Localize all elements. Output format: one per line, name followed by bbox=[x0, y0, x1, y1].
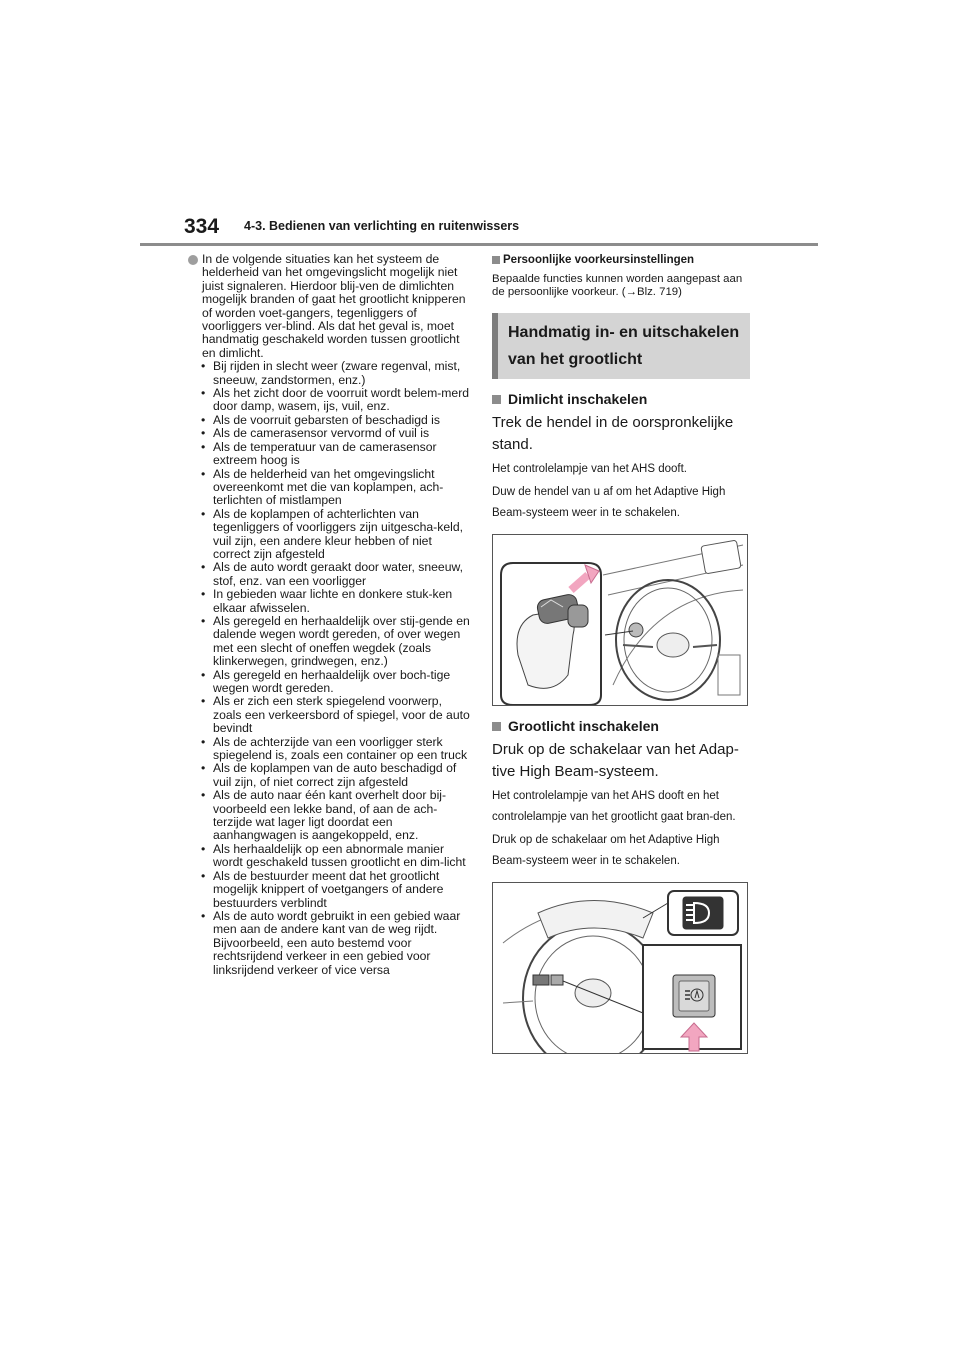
section-title: 4-3. Bedienen van verlichting en ruitenwissers bbox=[244, 219, 520, 233]
lead-paragraph bbox=[188, 253, 470, 360]
dim-note-1: Het controlelampje van het AHS dooft. bbox=[492, 463, 687, 476]
square-marker-icon bbox=[492, 722, 501, 731]
switch-illustration bbox=[492, 882, 748, 1054]
list-item: • Als de koplampen van de auto beschadigd of vuil zijn, of niet correct zijn afgesteld bbox=[188, 762, 470, 789]
high-heading-text: Grootlicht inschakelen bbox=[508, 718, 659, 735]
dim-note-2: Duw de hendel van u af om het Adaptive High Beam-systeem weer in te schakelen. bbox=[492, 486, 726, 520]
list-item: • Als de auto wordt geraakt door water, sneeuw, stof, enz. van een voorligger bbox=[188, 561, 470, 588]
dim-instruction: Trek de hendel in de oorspronkelijke stand. bbox=[492, 414, 734, 454]
list-item: • Als de helderheid van het omgevingslicht overeenkomt met die van koplampen, ach-terlichten of mistlampen bbox=[188, 468, 470, 508]
list-item: • Als geregeld en herhaaldelijk over stij-gende en dalende wegen wordt gereden, of over wegen met een slecht of oneffen wegdek (zoals klinkerwegen, grindwegen, enz.) bbox=[188, 615, 470, 669]
list-item: • Als de auto naar één kant overhelt door bij-voorbeeld een lekke band, of aan de ach-terzijde wat lager ligt doordat een aanhangwagen is aangekoppeld, enz. bbox=[188, 789, 470, 843]
lever-illustration bbox=[492, 534, 748, 706]
section-box bbox=[492, 313, 750, 379]
list-item: • Als de auto wordt gebruikt in een gebied waar men aan de andere kant van de weg rijdt. Bijvoorbeeld, een auto bestemd voor rechtsrijdend verkeer in een gebied voor linksrijdend verkeer of vice versa bbox=[188, 910, 470, 977]
high-note-2: Druk op de schakelaar om het Adaptive High Beam-systeem weer in te schakelen. bbox=[492, 834, 720, 868]
list-item: • Als de bestuurder meent dat het grootlicht mogelijk knippert of voetgangers of andere bestuurders verblindt bbox=[188, 870, 470, 910]
high-beam-indicator-icon bbox=[683, 897, 723, 929]
lead-text: In de volgende situaties kan het systeem de helderheid van het omgevingslicht mogelijk niet juist signaleren. Hierdoor blij-ven de dimlichten mogelijk branden of gaat het grootlicht knipperen of worden voet-gangers, tegenliggers of voorliggers ver-blind. Als dat het geval is, moet handmatig geschakeld worden tussen grootlicht en dimlicht. bbox=[202, 252, 466, 360]
header-rule bbox=[140, 243, 818, 246]
bullet-circle-icon bbox=[188, 255, 198, 265]
list-item: • Als de temperatuur van de camerasensor extreem hoog is bbox=[188, 441, 470, 468]
list-item: • Als herhaaldelijk op een abnormale manier wordt geschakeld tussen grootlicht en dim-licht bbox=[188, 843, 470, 870]
square-marker-icon bbox=[492, 256, 500, 264]
right-column bbox=[492, 253, 750, 1054]
prefs-text: Bepaalde functies kunnen worden aangepast aan de persoonlijke voorkeur. (→Blz. 719) bbox=[492, 273, 743, 299]
section-box-line2: van het grootlicht bbox=[508, 351, 643, 369]
list-item: • Als de camerasensor vervormd of vuil is bbox=[188, 427, 470, 440]
prefs-heading bbox=[492, 253, 750, 267]
high-note-1: Het controlelampje van het AHS dooft en het controlelampje van het grootlicht gaat bran-den. bbox=[492, 790, 736, 824]
high-heading bbox=[492, 718, 750, 735]
list-item: • Als er zich een sterk spiegelend voorwerp, zoals een verkeersbord of spiegel, voor de auto bevindt bbox=[188, 695, 470, 735]
dim-heading-text: Dimlicht inschakelen bbox=[508, 391, 648, 408]
list-item: • In gebieden waar lichte en donkere stuk-ken elkaar afwisselen. bbox=[188, 588, 470, 615]
list-item: • Bij rijden in slecht weer (zware regenval, mist, sneeuw, zandstormen, enz.) bbox=[188, 360, 470, 387]
condition-list bbox=[188, 360, 470, 977]
list-item: • Als het zicht door de voorruit wordt belem-merd door damp, wasem, ijs, vuil, enz. bbox=[188, 387, 470, 414]
switch-drawing bbox=[493, 883, 747, 1053]
page-number: 334 bbox=[184, 215, 220, 238]
high-instruction: Druk op de schakelaar van het Adap-tive High Beam-systeem. bbox=[492, 741, 739, 781]
list-item: • Als de voorruit gebarsten of beschadigd is bbox=[188, 414, 470, 427]
dim-heading bbox=[492, 391, 750, 408]
left-column bbox=[188, 253, 470, 977]
list-item: • Als geregeld en herhaaldelijk over boch-tige wegen wordt gereden. bbox=[188, 669, 470, 696]
prefs-heading-text: Persoonlijke voorkeursinstellingen bbox=[503, 254, 695, 266]
square-marker-icon bbox=[492, 395, 501, 404]
list-item: • Als de koplampen of achterlichten van tegenliggers of voorliggers zijn uitgescha-keld, vuil zijn, een andere kleur hebben of niet correct zijn afgesteld bbox=[188, 508, 470, 562]
list-item: • Als de achterzijde van een voorligger sterk spiegelend is, zoals een container op een truck bbox=[188, 736, 470, 763]
section-box-line1: Handmatig in- en uitschakelen bbox=[508, 324, 740, 342]
lever-drawing bbox=[493, 535, 747, 705]
